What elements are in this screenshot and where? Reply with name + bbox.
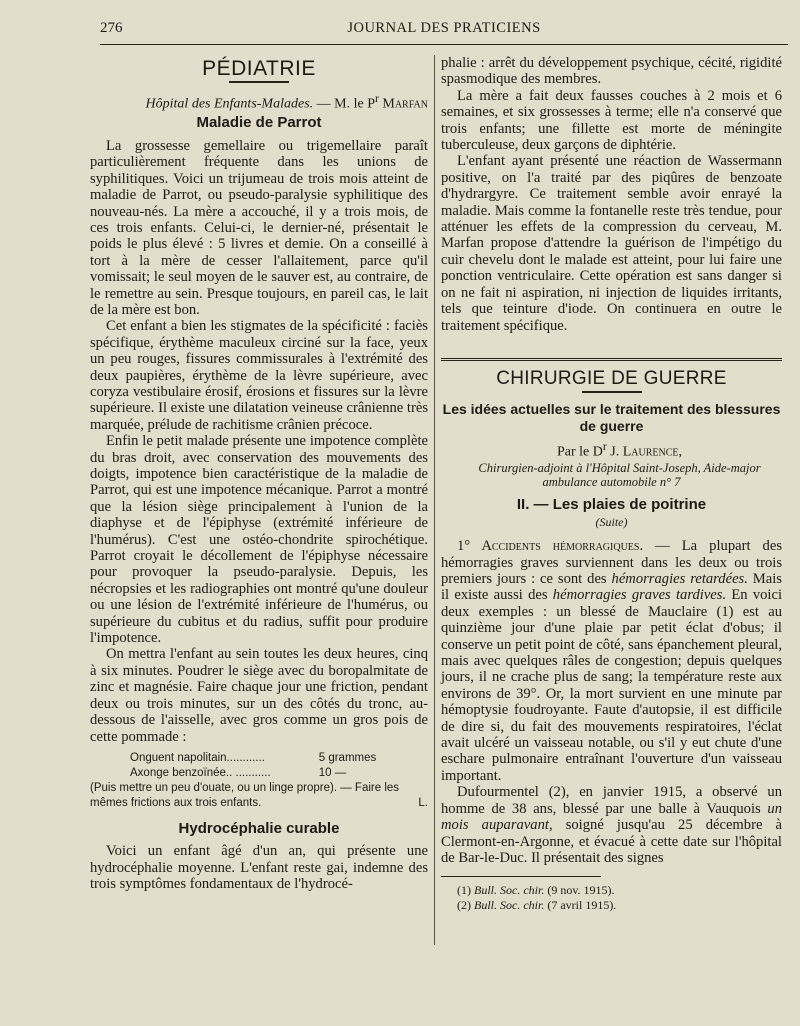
part-title: II. — Les plaies de poitrine bbox=[516, 496, 707, 514]
paragraph: La mère a fait deux fausses couches à 2 mois et 6 semaines, et six grossesses à terme; elle n'a conservé que trois enfants; une fillette est morte de méningite tuberculeuse, deux garçons de diphtérie. bbox=[441, 87, 782, 154]
paragraph: phalie : arrêt du développement psychique, cécité, rigidité spasmodique des membres. bbox=[441, 55, 782, 88]
header-rule bbox=[100, 44, 788, 45]
prescription-line: Onguent napolitain............ 5 grammes bbox=[130, 751, 377, 764]
section-title-pediatrie: PÉDIATRIE bbox=[202, 57, 316, 80]
left-column bbox=[90, 55, 428, 893]
article-title-blessures: Les idées actuelles sur le traitement des blessures de guerre bbox=[442, 401, 781, 435]
running-title: JOURNAL DES PRATICIENS bbox=[347, 20, 541, 36]
paragraph: On mettra l'enfant au sein toutes les deux heures, cinq à six minutes. Poudrer le siège avec du boropalmitate de zinc et magnésie. Faire chaque jour une friction, pendant deux ou trois minutes, sur un des côtés du tronc, au-dessous de l'aisselle, avec gros comme un gros pois de cette pommade : bbox=[90, 646, 428, 745]
paragraph: L'enfant ayant présenté une réaction de Wassermann positive, on l'a traité par des piqûres de benzoate d'hydrargyre. Ce traitement semble avoir enrayé la maladie. Mais comme la fontanelle reste très tendue, pour atténuer les effets de la compression du cerveau, M. Marfan propose d'attendre la guérison de l'impétigo du cuir chevelu dont le malade est atteint, pour lui faire une ponction ventriculaire. Cette opération est sans danger si on ne fait ni aspiration, ni injection de liquides irritants, tels que teinture d'iode. On continuera en outre le traitement spécifique. bbox=[441, 153, 782, 334]
page-header bbox=[100, 20, 788, 42]
paragraph: 1° Accidents hémorragiques. — La plupart des hémorragies graves surviennent dans les deux ou trois premiers jours : ce sont des hémorragies retardées. Mais il existe aussi des hémorragies graves tardives. En voici deux exemples : un blessé de Mauclaire (1) est au quinzième jour d'une plaie par petit éclat d'obus; il conserve un petit point de côté, sans épanchement pleural, mais avec quelques râles de congestion; depuis quelques jours, il ne crache plus de sang; la température reste aux environs de 39°. Or, la mort survient en une minute par hémoptysie foudroyante. Faute d'autopsie, il est difficile de dire si, du fait des mouvements respiratoires, l'éclat avait ulcéré un vaisseau notable, ou s'il y eut chute d'une eschare pulmonaire entraînant l'ouverture d'un vaisseau important. bbox=[441, 538, 782, 784]
footnote-rule bbox=[441, 876, 601, 877]
prescription bbox=[90, 751, 428, 811]
section-rule bbox=[229, 81, 289, 83]
footnote: (1) Bull. Soc. chir. (9 nov. 1915). bbox=[457, 883, 615, 898]
byline: Par le $D^r$ J. Laurence, bbox=[556, 440, 682, 460]
prescription-note: (Puis mettre un peu d'ouate, ou un linge propre). — Faire les mêmes frictions aux trois enfants. L. bbox=[90, 781, 428, 809]
section-title-chirurgie: CHIRURGIE DE GUERRE bbox=[441, 358, 782, 387]
page-number: 276 bbox=[100, 20, 123, 36]
prescription-line: Axonge benzoïnée.. ........... 10 — bbox=[130, 766, 347, 779]
paragraph: Cet enfant a bien les stigmates de la spécificité : faciès spécifique, érythème maculeux circiné sur la face, yeux un peu rouges, fissures commissurales à l'extrémité des deux paupières, érythème de la lèvre supérieure, avec coryza vestibulaire érosif, érosions et fissures sur la lèvre supérieure. Il existe une dilatation veineuse crânienne très marquée, prélude de rachitisme crânien précoce. bbox=[90, 318, 428, 433]
paragraph: Enfin le petit malade présente une impotence complète du bras droit, avec conservation des mouvements des doigts, impotence bien caractéristique de la maladie de Parrot, qui est une impotence mécanique. Parrot a montré que la lésion siège principalement à l'union de la diaphyse et de l'épiphyse (extrémité inférieure de l'humérus). C'est une ostéo-chondrite spirochétique. Parrot croyait le décollement de l'épiphyse nécessaire pour provoquer la pseudo-paralysie. Depuis, les nécropsies et les radiographies ont montré qu'une douleur ou une lésion de l'extrémité inférieure de l'humérus, ou supérieure du cubitus et du radius, suffit pour produire l'impotence. bbox=[90, 433, 428, 647]
author-affiliation: Chirurgien-adjoint à l'Hôpital Saint-Joseph, Aide-major ambulance automobile n° 7 bbox=[478, 461, 761, 490]
paragraph: Voici un enfant âgé d'un an, qui présente une hydrocéphalie moyenne. L'enfant reste gai, indemne des trois symptômes fondamentaux de l'hydrocé- bbox=[90, 843, 428, 893]
article-title-parrot: Maladie de Parrot bbox=[196, 114, 322, 132]
article-title-hydrocephalie: Hydrocéphalie curable bbox=[178, 819, 340, 837]
column-divider bbox=[434, 55, 435, 945]
section-rule bbox=[582, 391, 642, 393]
hospital-line: Hôpital des Enfants-Malades. — M. le $P^r$ Marfan bbox=[145, 92, 428, 113]
right-column bbox=[441, 55, 782, 913]
paragraph: Dufourmentel (2), en janvier 1915, a observé un homme de 38 ans, blessé par une balle à Vauquois un mois auparavant, soigné jusqu'au 25 décembre à Clermont-en-Argonne, et évacué à cette date sur l'hôpital de Bar-le-Duc. Il présentait des signes bbox=[441, 784, 782, 866]
paragraph: La grossesse gemellaire ou trigemellaire paraît particulièrement fréquente dans les unions de syphilitiques. Voici un trijumeau de trois mois atteint de maladie de Parrot, ou pseudo-paralysie syphilitique des nouveau-nés. La mère a accouché, il y a trois mois, de ces trois enfants. Celui-ci, le dernier-né, présentait le poids le plus élevé : 5 livres et demie. On a conseillé à tort à la mère de cesser l'allaitement, parce qu'il vomissait; le seul moyen de le sauver est, au contraire, de le remettre au sein. Presque toujours, en pareil cas, le lait de la mère est bon. bbox=[90, 137, 428, 318]
footnote: (2) Bull. Soc. chir. (7 avril 1915). bbox=[457, 898, 617, 913]
suite-label: (Suite) bbox=[595, 514, 628, 529]
